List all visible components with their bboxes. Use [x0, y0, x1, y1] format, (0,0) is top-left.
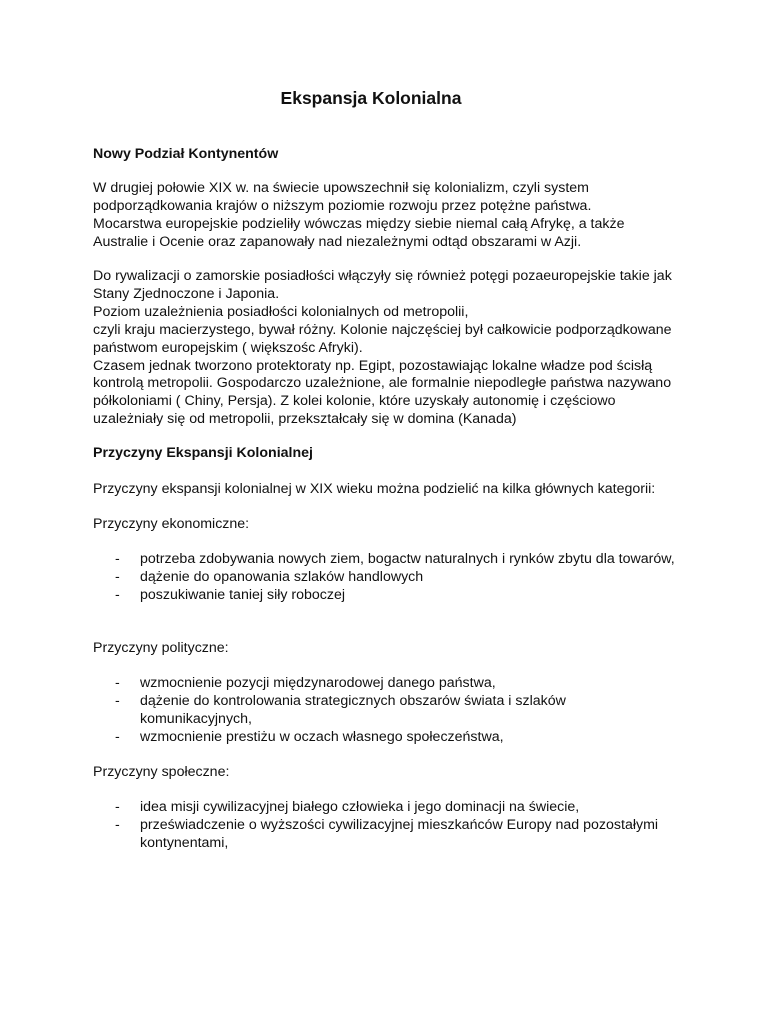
list-item: [93, 675, 693, 693]
dash-bullet: -: [115, 675, 120, 691]
paragraph-line: podporządkowania krajów o niższym poziomie rozwoju przez potężne państwa.: [93, 197, 592, 214]
paragraph-line: Czasem jednak tworzono protektoraty np. Egipt, pozostawiając lokalne władze pod ścisłą: [93, 357, 653, 374]
list-item-text: wzmocnienie prestiżu w oczach własnego społeczeństwa,: [140, 728, 504, 745]
dash-bullet: -: [115, 728, 120, 745]
list-item-text: poszukiwanie taniej siły roboczej: [140, 586, 346, 603]
paragraph-line: uzależniały się od metropolii, przekształcały się w domina (Kanada): [93, 411, 517, 428]
paragraph-line: Poziom uzależnienia posiadłości kolonialnych od metropolii,: [93, 303, 469, 320]
political-causes-label: Przyczyny polityczne:: [93, 640, 229, 656]
section-heading-new-division: Nowy Podział Kontynentów: [93, 146, 279, 162]
list-item: [93, 551, 693, 569]
list-item: [93, 729, 693, 747]
paragraph-line: czyli kraju macierzystego, bywał różny. Kolonie najczęściej był całkowicie podporządkowane: [93, 321, 672, 338]
list-item: [93, 569, 693, 587]
paragraph-colonialism: [93, 180, 693, 252]
list-item-text: przeświadczenie o wyższości cywilizacyjnej mieszkańców Europy nad pozostałymi: [140, 816, 659, 833]
list-item-text-continued: komunikacyjnych,: [140, 710, 252, 727]
section-heading-causes: Przyczyny Ekspansji Kolonialnej: [93, 445, 313, 461]
list-item-text: dążenie do kontrolowania strategicznych obszarów świata i szlaków: [140, 692, 566, 709]
paragraph-line: Do rywalizacji o zamorskie posiadłości włączyły się również potęgi pozaeuropejskie takie jak: [93, 268, 672, 284]
list-item-text: potrzeba zdobywania nowych ziem, bogactw naturalnych i rynków zbytu dla towarów,: [140, 551, 675, 567]
causes-intro: Przyczyny ekspansji kolonialnej w XIX wieku można podzielić na kilka głównych kategorii:: [93, 481, 656, 497]
list-item: [93, 799, 693, 817]
economic-causes-list: [93, 551, 693, 605]
paragraph-line: państwom europejskim ( większośc Afryki).: [93, 339, 363, 356]
paragraph-line: Stany Zjednoczone i Japonia.: [93, 285, 280, 302]
dash-bullet: -: [115, 551, 120, 567]
paragraph-rivalry: [93, 268, 693, 429]
list-item-text: idea misji cywilizacyjnej białego człowieka i jego dominacji na świecie,: [140, 799, 580, 815]
dash-bullet: -: [115, 799, 120, 815]
list-item: [93, 587, 693, 605]
paragraph-line: Mocarstwa europejskie podzieliły wówczas między siebie niemal całą Afrykę, a także: [93, 215, 625, 232]
paragraph-line: półkoloniami ( Chiny, Persja). Z kolei kolonie, które uzyskały autonomię i częściowo: [93, 393, 616, 410]
paragraph-line: Australie i Ocenie oraz zapanowały nad niezależnymi odtąd obszarami w Azji.: [93, 233, 582, 250]
political-causes-list: [93, 675, 693, 747]
dash-bullet: -: [115, 568, 120, 585]
dash-bullet: -: [115, 816, 120, 833]
economic-causes-label: Przyczyny ekonomiczne:: [93, 516, 250, 532]
social-causes-list: [93, 799, 693, 853]
list-item-text-continued: kontynentami,: [140, 834, 229, 851]
dash-bullet: -: [115, 692, 120, 709]
social-causes-label: Przyczyny społeczne:: [93, 764, 230, 780]
list-item: [93, 817, 693, 853]
document-title: Ekspansja Kolonialna: [280, 88, 462, 108]
list-item: [93, 693, 693, 729]
paragraph-line: kontrolą metropolii. Gospodarczo uzależnione, ale formalnie niepodległe państwa nazywano: [93, 375, 672, 392]
list-item-text: wzmocnienie pozycji międzynarodowej danego państwa,: [140, 675, 496, 691]
dash-bullet: -: [115, 586, 120, 603]
paragraph-line: W drugiej połowie XIX w. na świecie upowszechnił się kolonializm, czyli system: [93, 180, 589, 196]
list-item-text: dążenie do opanowania szlaków handlowych: [140, 568, 424, 585]
